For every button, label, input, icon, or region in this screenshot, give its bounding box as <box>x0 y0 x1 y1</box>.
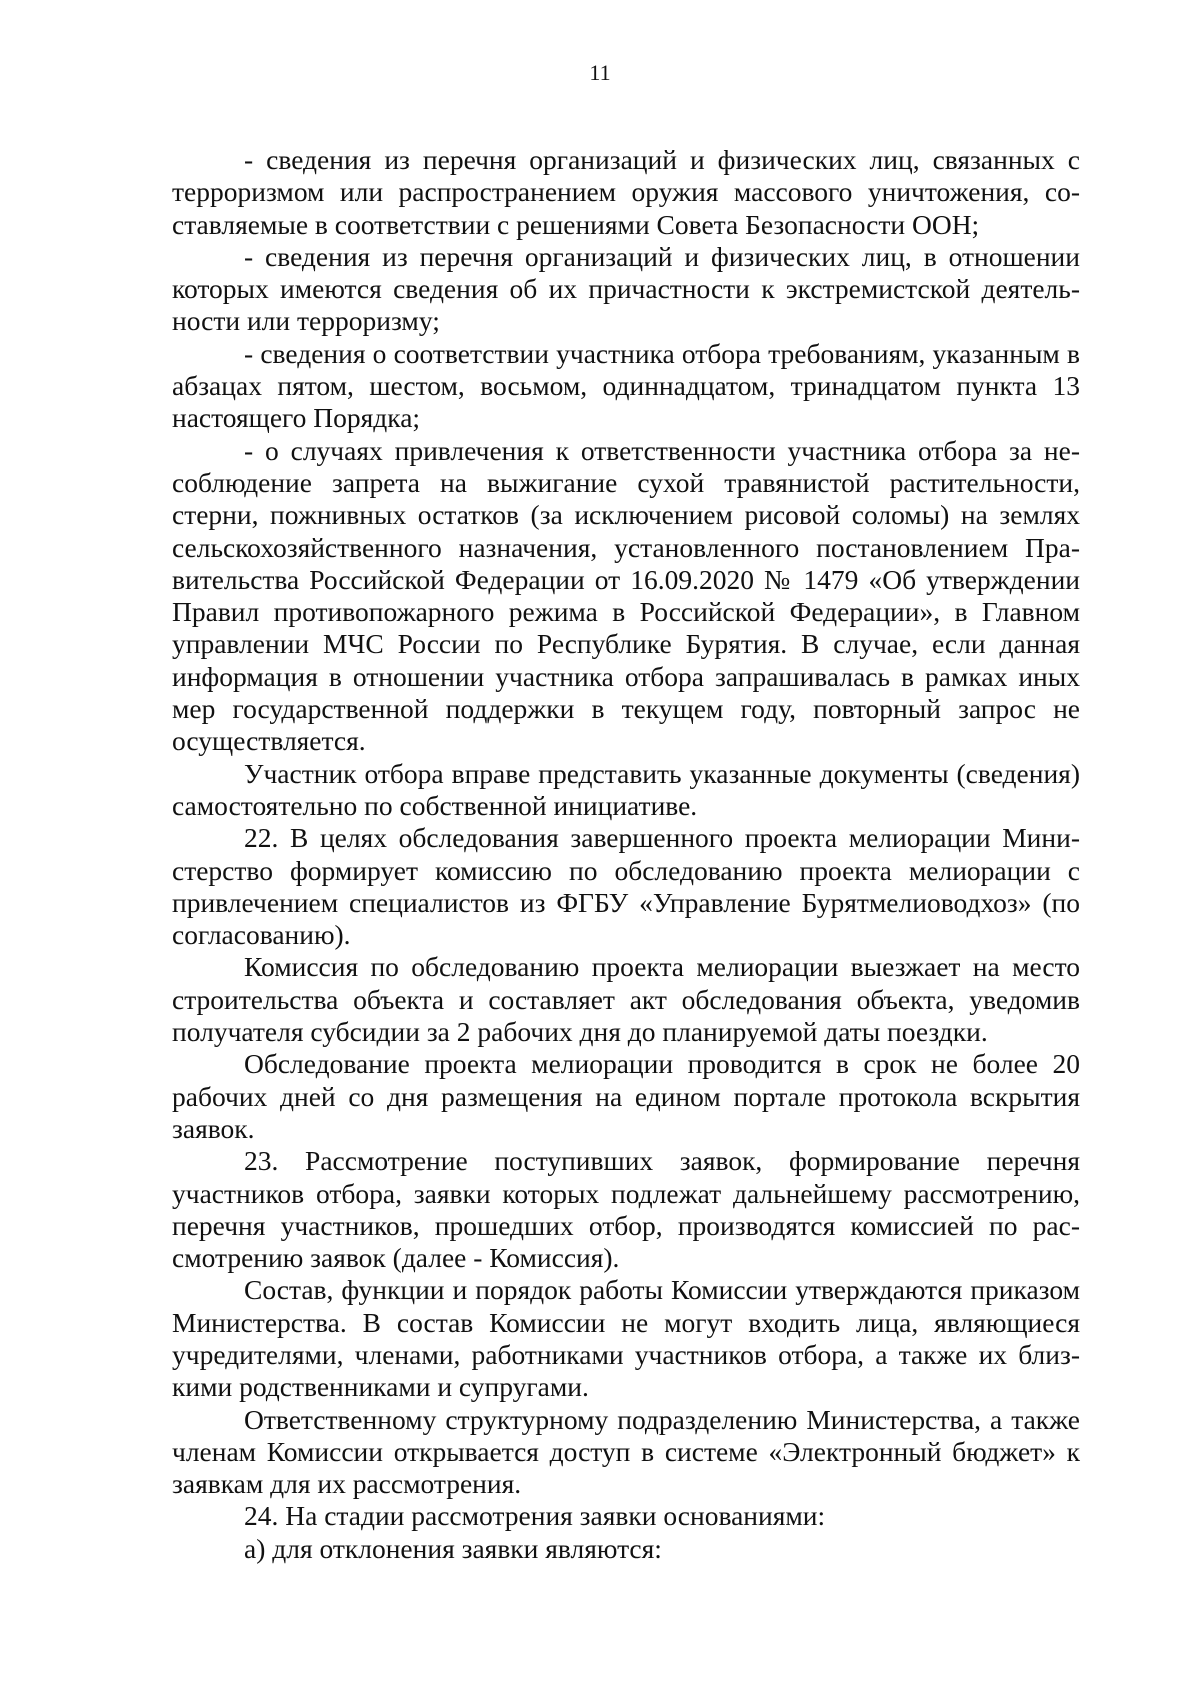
paragraph-own-initiative: Участник отбора вправе представить указанные документы (сведения) самостоятельно по собственной инициативе. <box>172 757 1080 821</box>
paragraph-clause-22: 22. В целях обследования завершенного проекта мелиорации Министерство формирует комиссию по обследованию проекта мелиорации с привлечением специалистов из ФГБУ «Управление Бурятмелиоводхоз» (по согласованию). <box>172 822 1080 951</box>
paragraph-clause-23: 23. Рассмотрение поступивших заявок, формирование перечня участников отбора, заявки которых подлежат дальнейшему рассмотрению, перечня участников, прошедших отбор, производятся комиссией по рассмотрению заявок (далее - Комиссия). <box>172 1145 1080 1274</box>
paragraph-list-item-burning-ban: - о случаях привлечения к ответственности участника отбора за несоблюдение запрета на выжигание сухой травянистой растительности, стерни, пожнивных остатков (за исключением рисовой соломы) на землях сельскохозяйственного назначения, установленного постановлением Правительства Российской Федерации от 16.09.2020 № 1479 «Об утверждении Правил противопожарного режима в Российской Федерации», в Главном управлении МЧС России по Республике Бурятия. В случае, если данная информация в отношении участника отбора запрашивалась в рамках иных мер государственной поддержки в текущем году, повторный запрос не осуществляется. <box>172 434 1080 757</box>
paragraph-list-item-extremism: - сведения из перечня организаций и физических лиц, в отношении которых имеются сведения об их причастности к экстремистской деятельности или терроризму; <box>172 240 1080 337</box>
paragraph-electronic-budget-access: Ответственному структурному подразделению Министерства, а также членам Комиссии открывается доступ в системе «Электронный бюджет» к заявкам для их рассмотрения. <box>172 1403 1080 1500</box>
paragraph-inspection-term: Обследование проекта мелиорации проводится в срок не более 20 рабочих дней со дня размещения на едином портале протокола вскрытия заявок. <box>172 1048 1080 1144</box>
paragraph-list-item-terrorism-wmd: - сведения из перечня организаций и физических лиц, связанных с терроризмом или распространением оружия массового уничтожения, составляемые в соответствии с решениями Совета Безопасности ООН; <box>172 144 1080 240</box>
document-body <box>172 144 1080 1565</box>
paragraph-commission-composition: Состав, функции и порядок работы Комиссии утверждаются приказом Министерства. В состав Комиссии не могут входить лица, являющиеся учредителями, членами, работниками участников отбора, а также их близкими родственниками и супругами. <box>172 1274 1080 1403</box>
paragraph-clause-24a: а) для отклонения заявки являются: <box>244 1532 662 1564</box>
paragraph-clause-24: 24. На стадии рассмотрения заявки основаниями: <box>244 1500 826 1532</box>
page-number: 11 <box>589 60 611 85</box>
paragraph-site-inspection: Комиссия по обследованию проекта мелиорации выезжает на место строительства объекта и составляет акт обследования объекта, уведомив получателя субсидии за 2 рабочих дня до планируемой даты поездки. <box>172 951 1080 1048</box>
paragraph-list-item-requirements: - сведения о соответствии участника отбора требованиям, указанным в абзацах пятом, шестом, восьмом, одиннадцатом, тринадцатом пункта 13 настоящего Порядка; <box>172 337 1080 434</box>
